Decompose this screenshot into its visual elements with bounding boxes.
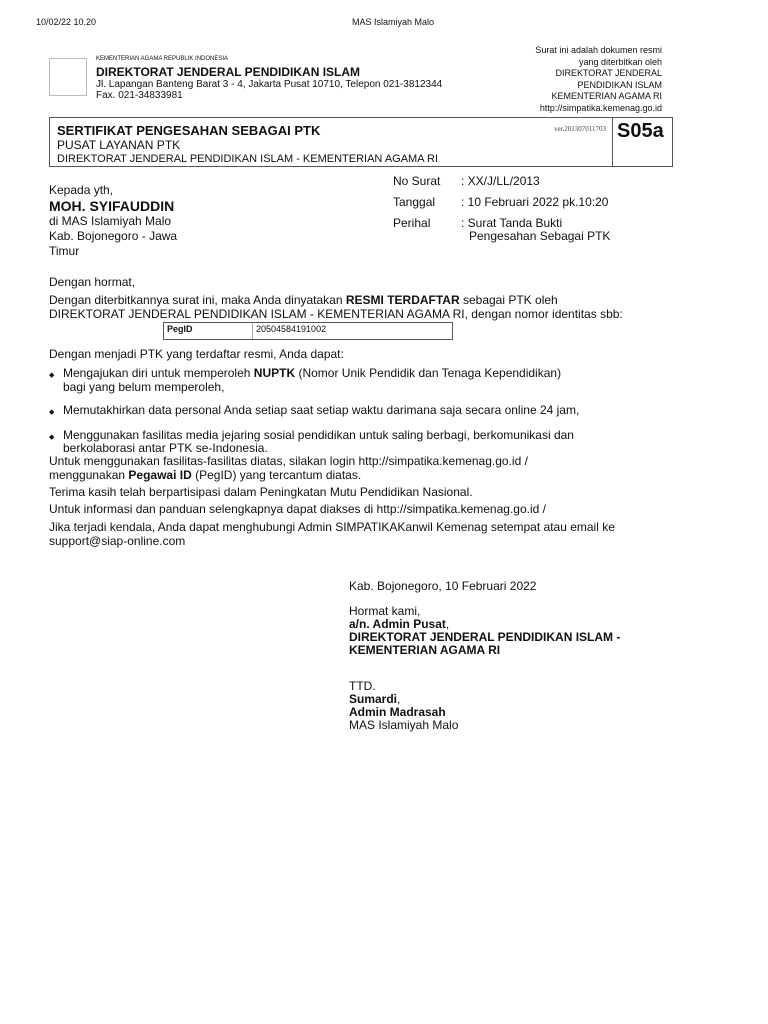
text: bagi yang belum memperoleh, (63, 379, 225, 394)
benefits-list (49, 367, 689, 466)
recipient (49, 183, 177, 259)
text: sebagai PTK oleh (459, 293, 558, 307)
bold-text: RESMI TERDAFTAR (345, 293, 460, 307)
bold-text: Pegawai ID (128, 467, 192, 482)
text: DIREKTORAT JENDERAL PENDIDIKAN ISLAM - KEMENTERIAN AGAMA RI, dengan nomor identitas sbb: (49, 306, 623, 321)
text: menggunakan (49, 467, 129, 482)
support-email[interactable]: support@siap-online.com (49, 533, 186, 548)
notice-link[interactable]: http://simpatika.kemenag.go.id (539, 102, 662, 113)
on-behalf: a/n. Admin Pusat (349, 617, 446, 631)
meta-value (461, 217, 610, 249)
text: Jika terjadi kendala, Anda dapat menghubungi Admin SIMPATIKAKanwil Kemenag setempat atau email ke (49, 520, 615, 534)
signer-role: Admin Madrasah (349, 705, 446, 719)
meta-value: : XX/J/LL/2013 (461, 174, 540, 188)
certificate-org: DIREKTORAT JENDERAL PENDIDIKAN ISLAM - KEMENTERIAN AGAMA RI (57, 153, 439, 165)
fax: Fax. 021-34833981 (96, 90, 183, 101)
meta-label: No Surat (393, 174, 441, 188)
letter-meta (391, 173, 612, 251)
signer-school: MAS Islamiyah Malo (349, 718, 459, 732)
pegid-label: PegID (167, 324, 193, 334)
notice-line: Surat ini adalah dokumen resmi (535, 45, 662, 55)
subject-line: Pengesahan Sebagai PTK (469, 229, 611, 243)
regards: Hormat kami, (349, 604, 421, 618)
pegid-table (163, 322, 453, 340)
notice-line: PENDIDIKAN ISLAM (577, 79, 662, 90)
paragraph-benefits: Dengan menjadi PTK yang terdaftar resmi, Anda dapat: (49, 347, 344, 361)
version: ver.201307011703 (553, 125, 606, 133)
list-item (49, 404, 689, 418)
text: Dengan diterbitkannya surat ini, maka Anda dinyatakan (49, 293, 346, 307)
salutation: Dengan hormat, (49, 275, 136, 289)
text: Menggunakan fasilitas media jejaring sosial pendidikan untuk saling berbagi, berkomunikasi dan (63, 427, 574, 442)
recipient-region: Timur (49, 244, 80, 258)
recipient-region: Kab. Bojonegoro - Jawa (49, 229, 178, 243)
notice-line: DIREKTORAT JENDERAL (555, 68, 662, 78)
paragraph-registered (49, 294, 689, 321)
paragraph-login (49, 455, 689, 482)
signer-org: DIREKTORAT JENDERAL PENDIDIKAN ISLAM - (349, 630, 621, 644)
signer-name: Sumardi (349, 692, 398, 706)
paragraph-contact (49, 521, 689, 548)
form-code: S05a (612, 118, 672, 166)
certificate-title: SERTIFIKAT PENGESAHAN SEBAGAI PTK (57, 123, 321, 138)
meta-label: Tanggal (393, 195, 436, 209)
place-date: Kab. Bojonegoro, 10 Februari 2022 (349, 579, 537, 593)
print-datetime: 10/02/22 10.20 (36, 17, 97, 27)
comma: , (445, 617, 450, 631)
text: (Nomor Unik Pendidik dan Tenaga Kependidikan) (295, 366, 562, 380)
greeting: Kepada yth, (49, 183, 114, 197)
comma: , (397, 692, 401, 706)
text: Memutakhirkan data personal Anda setiap saat setiap waktu darimana saja secara online 24 jam, (63, 403, 580, 417)
ttd: TTD. (349, 679, 376, 693)
recipient-school: di MAS Islamiyah Malo (49, 214, 172, 228)
certificate-subtitle: PUSAT LAYANAN PTK (57, 138, 181, 152)
notice-line: yang diterbitkan oleh (578, 56, 662, 67)
bold-text: NUPTK (253, 366, 296, 380)
directorate-name: DIREKTORAT JENDERAL PENDIDIKAN ISLAM (96, 65, 361, 79)
subject-line: : Surat Tanda Bukti (461, 216, 563, 230)
pegid-value: 20504584191002 (256, 324, 327, 334)
official-notice (535, 45, 662, 114)
letterhead (96, 54, 442, 101)
text: Untuk menggunakan fasilitas-fasilitas diatas, silakan login http://simpatika.kemenag.go.id / (49, 454, 528, 468)
logo-placeholder (49, 58, 87, 96)
signature-block (349, 605, 620, 657)
list-item (49, 367, 689, 394)
recipient-name: MOH. SYIFAUDDIN (49, 198, 175, 214)
notice-line: KEMENTERIAN AGAMA RI (551, 91, 662, 101)
meta-label: Perihal (393, 216, 431, 230)
signer-org: KEMENTERIAN AGAMA RI (349, 643, 501, 657)
text: Mengajukan diri untuk memperoleh (63, 366, 254, 380)
paragraph-thanks: Terima kasih telah berpartisipasi dalam Peningkatan Mutu Pendidikan Nasional. (49, 485, 473, 499)
ministry-name: KEMENTERIAN AGAMA REPUBLIK INDONESIA (96, 56, 229, 62)
address: Jl. Lapangan Banteng Barat 3 - 4, Jakarta Pusat 10710, Telepon 021-3812344 (96, 79, 443, 90)
list-item (49, 429, 689, 456)
text: (PegID) yang tercantum diatas. (191, 467, 362, 482)
meta-value: : 10 Februari 2022 pk.10:20 (461, 195, 609, 209)
paragraph-info: Untuk informasi dan panduan selengkapnya dapat diakses di http://simpatika.kemenag.go.id / (49, 502, 546, 516)
print-title: MAS Islamiyah Malo (352, 17, 435, 27)
signer-block (349, 680, 458, 732)
certificate-title-box (49, 117, 673, 167)
text: berkolaborasi antar PTK se-Indonesia. (63, 441, 268, 455)
